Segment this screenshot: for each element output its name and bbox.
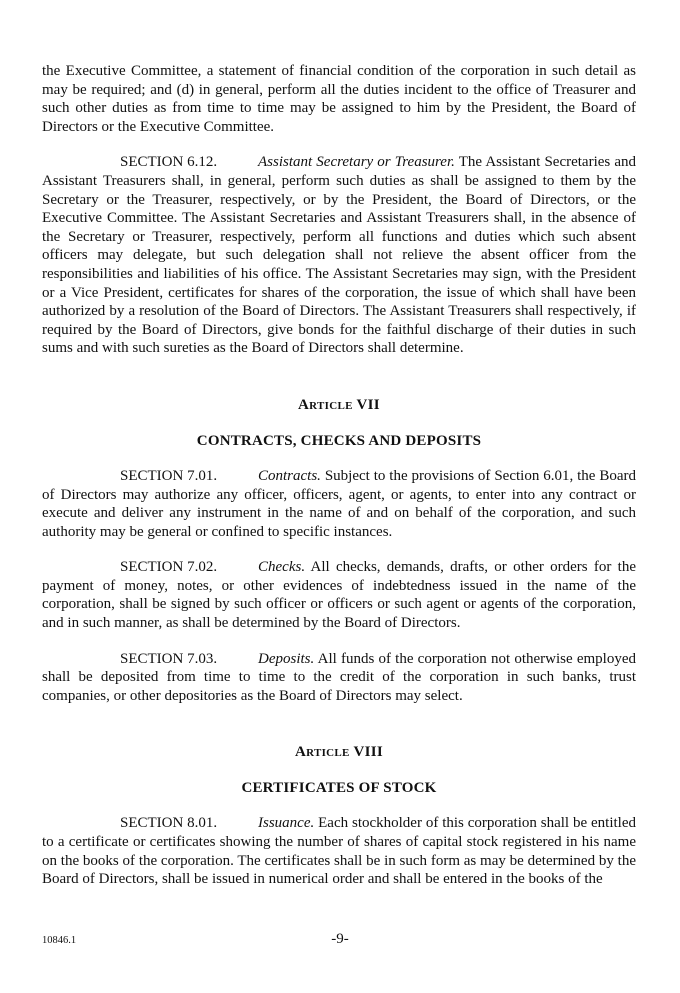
section-heading: Assistant Secretary or Treasurer. xyxy=(258,154,455,171)
section-text: Each stockholder of this corporation shall be entitled to a certificate or certificates showing the number of shares of capital stock registered in his name on the books of the corporation. The certificates shall be in such form as may be determined by the Board of Directors, shall be issued in numerical order and shall be entered in the books of the xyxy=(42,815,636,888)
document-page xyxy=(42,62,636,889)
section-number: SECTION 6.12. xyxy=(120,154,218,171)
article-8-label: Article VIII xyxy=(294,744,384,761)
article-7-label: Article VII xyxy=(298,396,380,413)
document-id: 10846.1 xyxy=(42,935,77,946)
continuation-paragraph: the Executive Committee, a statement of financial condition of the corporation in such detail as may be required; and (d) in general, perform all the duties incident to the office of Treasurer and such other duties as from time to time may be assigned to him by the President, the Board of Directors or the Executive Committee. xyxy=(42,63,636,135)
article-7-title: CONTRACTS, CHECKS AND DEPOSITS xyxy=(196,432,482,449)
section-7-01 xyxy=(42,467,636,541)
section-8-01 xyxy=(42,814,636,888)
section-number: SECTION 7.02. xyxy=(120,559,218,576)
section-text: Subject to the provisions of Section 6.01, the Board of Directors may authorize any officer, officers, agent, or agents, to enter into any contract or execute and deliver any instrument in the name of and on behalf of the corporation, and such authority may be general or confined to specific instances. xyxy=(42,467,636,540)
page-number: -9- xyxy=(331,931,349,947)
section-heading: Deposits. xyxy=(258,650,315,667)
section-text: All checks, demands, drafts, or other orders for the payment of money, notes, or other evidences of indebtedness issued in the name of the corporation, shall be signed by such officer or officers or such agent or agents of the corporation, and in such manner, as shall be determined by the Board of Directors. xyxy=(42,559,636,632)
section-6-12 xyxy=(42,153,636,358)
article-8-title: CERTIFICATES OF STOCK xyxy=(241,780,437,797)
section-7-03 xyxy=(42,650,636,706)
section-heading: Checks. xyxy=(258,559,306,576)
section-heading: Issuance. xyxy=(258,815,315,832)
section-text: All funds of the corporation not otherwise employed shall be deposited from time to time to the credit of the corporation in such banks, trust companies, or other depositories as the Board of Directors may select. xyxy=(42,650,636,704)
section-text: The Assistant Secretaries and Assistant Treasurers shall, in general, perform such duties as shall be assigned to them by the Secretary or the Treasurer, respectively, or by the President, the Board of Directors, or the Executive Committee. The Assistant Secretaries and Assistant Treasurers shall, in the absence of the Secretary or Treasurer, respectively, perform all functions and duties which such absent officers may delegate, but such delegation shall not relieve the absent officer from the responsibilities and liabilities of his office. The Assistant Secretaries may sign, with the President or a Vice President, certificates for shares of the corporation, the issue of which shall have been authorized by a resolution of the Board of Directors. The Assistant Treasurers shall respectively, if required by the Board of Directors, give bonds for the faithful discharge of their duties in such sums and with such sureties as the Board of Directors shall determine. xyxy=(42,154,637,357)
section-number: SECTION 7.01. xyxy=(120,467,218,484)
section-heading: Contracts. xyxy=(258,467,321,484)
section-number: SECTION 7.03. xyxy=(120,650,218,667)
section-7-02 xyxy=(42,558,636,632)
section-number: SECTION 8.01. xyxy=(120,815,218,832)
